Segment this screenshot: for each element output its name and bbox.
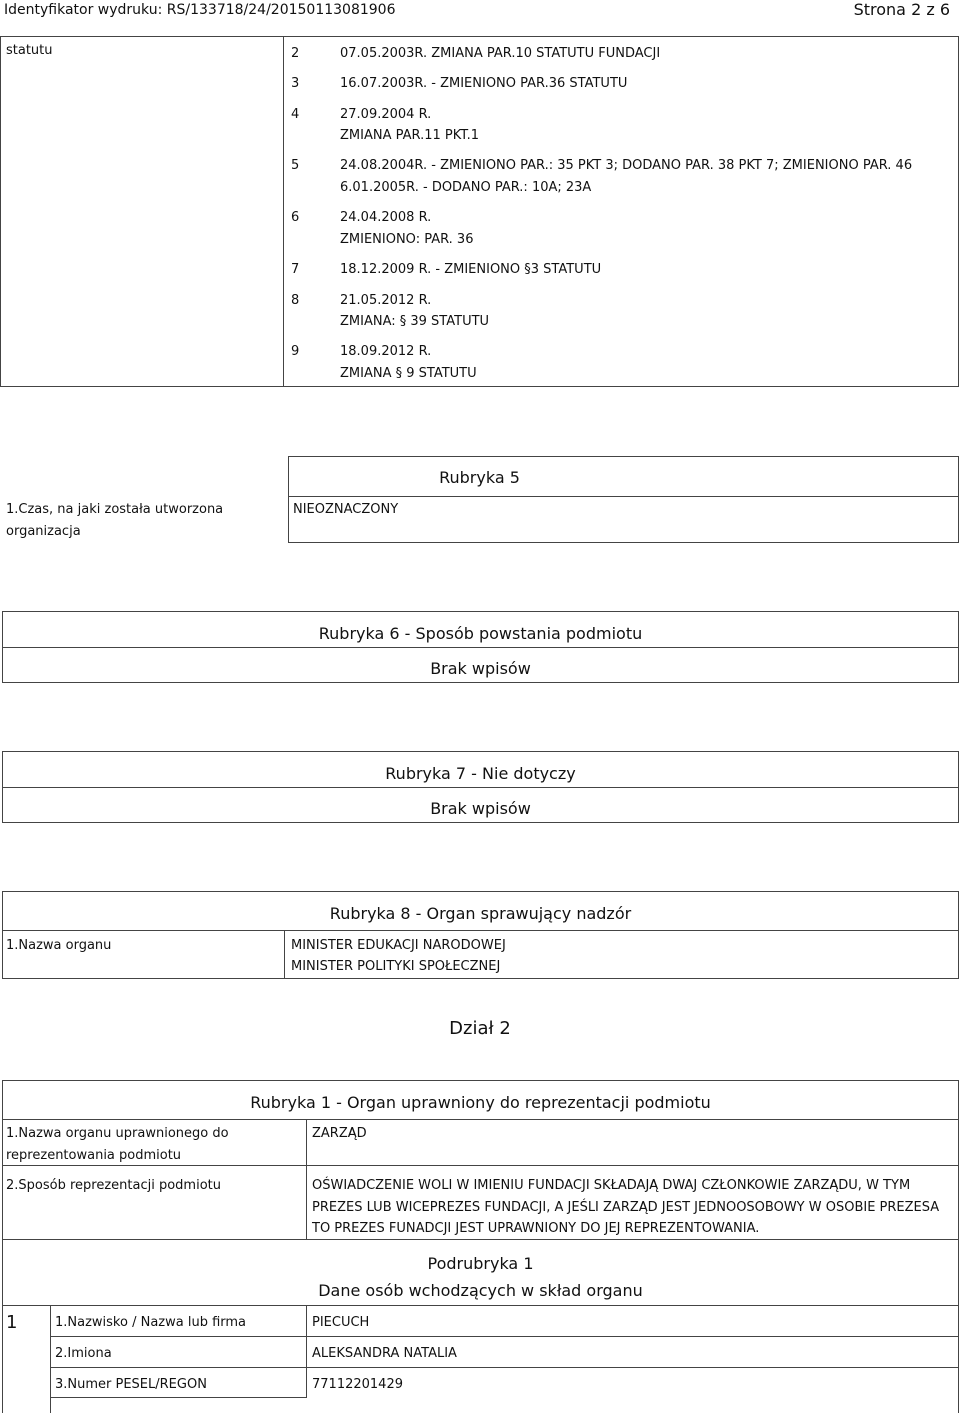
rubryka5-label: organizacja (6, 524, 81, 539)
statute-row-text: 18.09.2012 R. (340, 344, 432, 359)
d2-rubryka1-col-divider (306, 1119, 307, 1240)
rubryka5-title: Rubryka 5 (439, 468, 520, 487)
statute-row-text: 18.12.2009 R. - ZMIENIONO §3 STATUTU (340, 262, 602, 277)
d2-rubryka1-value: PREZES LUB WICEPREZES FUNDACJI, A JEŚLI ZARZĄD JEST JEDNOOSOBOWY W OSOBIE PREZESA (312, 1200, 940, 1215)
d2-rubryka1-title: Rubryka 1 - Organ uprawniony do reprezentacji podmiotu (250, 1093, 711, 1112)
rubryka7-divider (2, 787, 959, 788)
statute-row-text: 16.07.2003R. - ZMIENIONO PAR.36 STATUTU (340, 76, 628, 91)
podrubryka1-title: Podrubryka 1 (427, 1254, 534, 1273)
statute-row-text: 6.01.2005R. - DODANO PAR.: 10A; 23A (340, 180, 592, 195)
statute-row-text: 27.09.2004 R. (340, 107, 432, 122)
d2-rubryka1-row-divider (2, 1119, 959, 1120)
page-number: Strona 2 z 6 (853, 0, 950, 19)
rubryka6-title: Rubryka 6 - Sposób powstania podmiotu (318, 624, 643, 643)
person-field-value: PIECUCH (312, 1315, 370, 1330)
podrubryka1-entry-no: 1 (6, 1312, 18, 1333)
person-field-label: 3.Numer PESEL/REGON (55, 1377, 207, 1392)
statute-row-text: ZMIANA § 9 STATUTU (340, 366, 477, 381)
statute-row-text: 24.04.2008 R. (340, 210, 432, 225)
person-field-label: 2.Imiona (55, 1346, 112, 1361)
rubryka6-divider (2, 647, 959, 648)
person-field-label: 1.Nazwisko / Nazwa lub firma (55, 1315, 247, 1330)
statute-row-text: ZMIANA: § 39 STATUTU (340, 314, 490, 329)
statute-row-text: 24.08.2004R. - ZMIENIONO PAR.: 35 PKT 3; DODANO PAR. 38 PKT 7; ZMIENIONO PAR. 46 (340, 158, 913, 173)
statute-row-no: 5 (291, 158, 300, 173)
podrubryka1-col-divider (306, 1305, 307, 1397)
statute-row-text: ZMIENIONO: PAR. 36 (340, 232, 474, 247)
statute-row-no: 2 (291, 46, 300, 61)
rubryka8-label: 1.Nazwa organu (6, 938, 112, 953)
statute-row-no: 8 (291, 293, 300, 308)
d2-rubryka1-value: TO PREZES FUNADCJI JEST UPRAWNIONY DO JEJ REPREZENTOWANIA. (312, 1221, 760, 1236)
d2-rubryka1-label: reprezentowania podmiotu (6, 1148, 182, 1163)
rubryka8-value: MINISTER EDUKACJI NARODOWEJ (291, 938, 506, 953)
podrubryka1-row-divider (50, 1397, 307, 1398)
section-title: Dział 2 (449, 1018, 511, 1039)
d2-rubryka1-value: OŚWIADCZENIE WOLI W IMIENIU FUNDACJI SKŁADAJĄ DWAJ CZŁONKOWIE ZARZĄDU, W TYM (312, 1178, 911, 1193)
person-field-value: 77112201429 (312, 1377, 403, 1392)
statute-row-text: 07.05.2003R. ZMIANA PAR.10 STATUTU FUNDACJI (340, 46, 661, 61)
statute-label: statutu (6, 43, 53, 58)
statute-row-text: 21.05.2012 R. (340, 293, 432, 308)
statute-row-text: ZMIANA PAR.11 PKT.1 (340, 128, 480, 143)
d2-rubryka1-value: ZARZĄD (312, 1126, 367, 1141)
rubryka5-value: NIEOZNACZONY (293, 502, 399, 517)
rubryka5-label: 1.Czas, na jaki została utworzona (6, 502, 224, 517)
podrubryka1-row-divider (2, 1305, 959, 1306)
statute-row-no: 6 (291, 210, 300, 225)
print-identifier: Identyfikator wydruku: RS/133718/24/20150113081906 (4, 2, 396, 18)
rubryka8-title: Rubryka 8 - Organ sprawujący nadzór (329, 904, 632, 923)
rubryka7-empty: Brak wpisów (430, 799, 531, 818)
podrubryka1-row-divider (50, 1336, 959, 1337)
podrubryka1-row-divider (50, 1367, 959, 1368)
d2-rubryka1-label: 2.Sposób reprezentacji podmiotu (6, 1178, 221, 1193)
statute-divider (283, 36, 284, 387)
statute-row-no: 3 (291, 76, 300, 91)
podrubryka1-subtitle: Dane osób wchodzących w skład organu (318, 1281, 643, 1300)
rubryka8-col-divider (284, 930, 285, 979)
rubryka7-title: Rubryka 7 - Nie dotyczy (385, 764, 576, 783)
person-field-value: ALEKSANDRA NATALIA (312, 1346, 457, 1361)
statute-row-no: 4 (291, 107, 300, 122)
rubryka8-row-divider (2, 930, 959, 931)
d2-rubryka1-label: 1.Nazwa organu uprawnionego do (6, 1126, 229, 1141)
statute-row-no: 7 (291, 262, 300, 277)
statute-row-no: 9 (291, 344, 300, 359)
rubryka6-empty: Brak wpisów (430, 659, 531, 678)
rubryka8-value: MINISTER POLITYKI SPOŁECZNEJ (291, 959, 501, 974)
